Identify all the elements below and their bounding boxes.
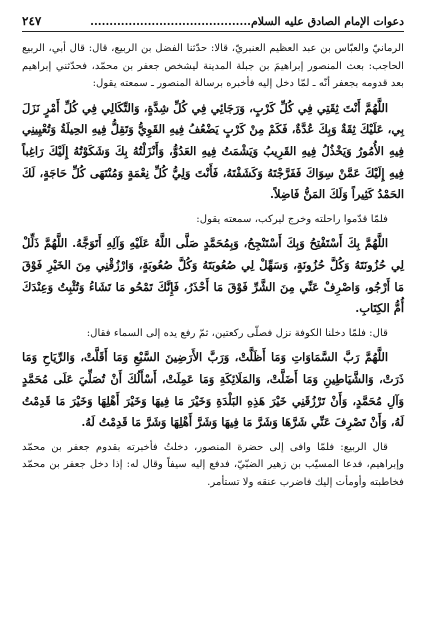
supplication-paragraph: اللَّهُمَّ بِكَ أَسْتَفْتِحُ وَبِكَ أَسْتَنْجِحُ، وَبِمُحَمَّدٍ صَلَّى اللَّهُ عَلَيْهِ وَآلِهِ أَتَوَجَّهُ. اللَّهُمَّ ذَلِّلْ لِي حُزُونَتَهُ وَكُلَّ حُزُونَةٍ، وَسَهِّلْ لِي صُعُوبَتَهُ وَكُلَّ صُعُوبَةٍ، وَارْزُقْنِي مِنَ الخَيْرِ فَوْقَ مَا أَرْجُو، وَاصْرِفْ عَنِّي مِنَ الشَّرِّ فَوْقَ مَا أَحْذَرُ، فَإِنَّكَ تَمْحُو مَا تَشَاءُ وَتُثْبِتُ وَعِنْدَكَ أُمُّ الكِتَابِ. — [22, 236, 404, 316]
narration-paragraph: قال الربيع: فلمّا وافى إلى حضرة المنصور، دخلتُ فأخبرته بقدوم جعفر بن محمّد وإبراهيم، فدعا المسيّب بن زهير الضبّيّ، فدفع إليه سيفاً وقال له: إذا دخل جعفر بن محمّد فخاطبته وأومأت إليك فاضرب عنقه ولا تستأمر. — [22, 441, 404, 488]
supplication-paragraph: اللَّهُمَّ رَبَّ السَّمَاوَاتِ وَمَا أَظَلَّتْ، وَرَبَّ الأَرَضِينَ السَّبْعِ وَمَا أَقَلَّتْ، وَالرِّيَاحِ وَمَا ذَرَتْ، وَالشَّيَاطِينِ وَمَا أَضَلَّتْ، وَالمَلَائِكَةِ وَمَا عَمِلَتْ، أَسْأَلُكَ أَنْ تُصَلِّيَ عَلَى مُحَمَّدٍ وَآلِ مُحَمَّدٍ، وَأَنْ تَرْزُقَنِي خَيْرَ هَذِهِ البَلْدَةِ وَخَيْرَ مَا فِيهَا وَخَيْرَ أَهْلِهَا وَخَيْرَ مَا قَدِمْتُ لَهُ، وَأَنْ تَصْرِفَ عَنِّي شَرَّهَا وَشَرَّ مَا فِيهَا وَشَرَّ أَهْلِهَا وَشَرَّ مَا قَدِمْتُ لَهُ. — [22, 350, 404, 430]
running-header — [22, 14, 404, 32]
narration-paragraph: فلمّا قدّموا راحلته وخرج ليركب، سمعته يقول: — [196, 213, 388, 225]
page-number: ٢٤٧ — [22, 14, 42, 28]
supplication-paragraph: اللَّهُمَّ أَنْتَ ثِقَتِي فِي كُلِّ كَرْبٍ، وَرَجَائِي فِي كُلِّ شِدَّةٍ، وَالتِّكَالِي فِي كُلِّ أَمْرٍ نَزَلَ بِي، عَلَيْكَ ثِقَةٌ وَبِكَ عُدَّةٌ، فَكَمْ مِنْ كَرْبٍ يَضْعُفُ فِيهِ القَوِيُّ وَتَقِلُّ فِيهِ الحِيلَةُ وَتُعْيِينِي فِيهِ الأُمُورُ وَيَخْذُلُ فِيهِ القَرِيبُ وَيَشْمَتُ فِيهِ العَدُوُّ، وَأَنْزَلْتُهُ بِكَ وَشَكَوْتُهُ إِلَيْكَ رَاغِباً فِيهِ إِلَيْكَ عَمَّنْ سِوَاكَ فَفَرَّجْتَهُ وَكَشَفْتَهُ، فَأَنْتَ وَلِيُّ كُلِّ نِعْمَةٍ وَمُنْتَهَى كُلِّ حَاجَةٍ، لَكَ الحَمْدُ كَثِيراً وَلَكَ المَنُّ فَاضِلاً. — [22, 100, 404, 202]
page-body — [22, 40, 404, 491]
running-title: دعوات الإمام الصادق عليه السلام.......................................... — [90, 15, 404, 28]
narration-paragraph: قال: فلمّا دخلنا الكوفة نزل فصلّى ركعتين، ثمّ رفع يده إلى السماء فقال: — [86, 327, 388, 339]
narration-paragraph: الرمانيّ والعبّاس بن عبد العظيم العنبريّ، قالا: حدّثنا الفضل بن الربيع، قال: قال أبي، الربيع الحاجب: بعث المنصور إبراهيمَ بن جبلة المدينة ليشخص جعفر بن محمّد، فحدّثني إبراهيم بعد قدومه بجعفر أنّه ـ لمّا دخل إليه فأخبره برسالة المنصور ـ سمعته يقول: — [22, 43, 404, 90]
